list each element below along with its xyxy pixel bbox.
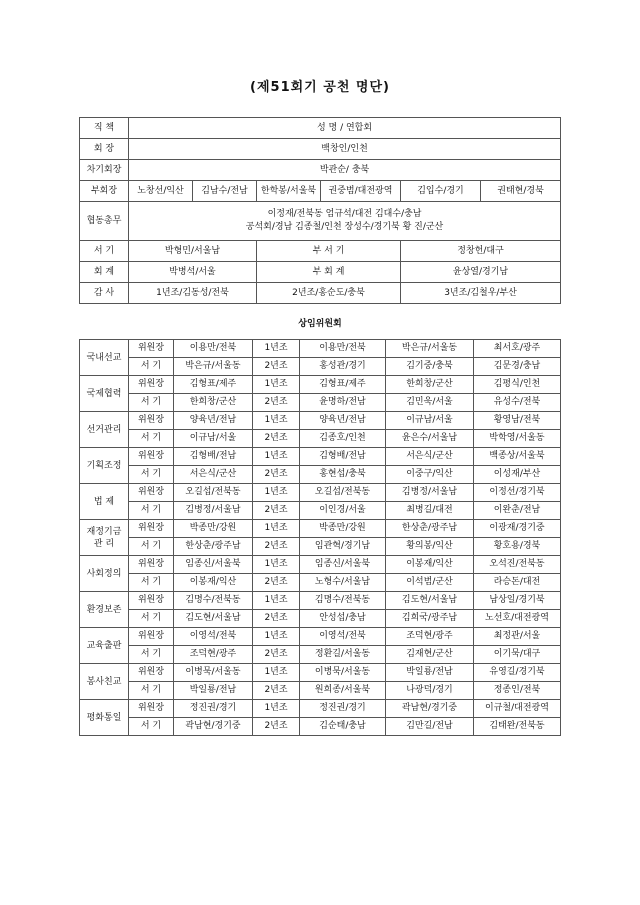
committee-member: 이성재/부산 — [474, 466, 561, 484]
vice-president-name: 김남수/전남 — [193, 181, 257, 202]
officers-header-row — [80, 118, 561, 139]
committee-member: 윤은수/서울남 — [386, 430, 474, 448]
committee-member: 김만길/전남 — [386, 718, 474, 736]
next-president-value: 박관순/ 충북 — [129, 160, 561, 181]
committee-person: 김도현/서울남 — [174, 610, 253, 628]
committee-member: 이봉재/익산 — [386, 556, 474, 574]
auditor-value: 1년조/김동성/전북 — [129, 283, 257, 304]
committee-term: 1년조 — [253, 376, 300, 394]
committee-member: 김재현/군산 — [386, 646, 474, 664]
committee-member: 김형표/제주 — [300, 376, 386, 394]
committee-member: 김민욱/서울 — [386, 394, 474, 412]
committee-member: 노선호/대전광역 — [474, 610, 561, 628]
committee-term: 1년조 — [253, 628, 300, 646]
committee-member: 원희종/서울북 — [300, 682, 386, 700]
auditor-row — [80, 283, 561, 304]
committee-role: 서 기 — [129, 430, 174, 448]
secretary-row — [80, 241, 561, 262]
committee-row — [80, 592, 561, 610]
committee-row — [80, 412, 561, 430]
committee-member: 황호용/경북 — [474, 538, 561, 556]
committee-role: 서 기 — [129, 610, 174, 628]
officers-table — [79, 117, 561, 304]
committee-name: 사회정의 — [80, 556, 129, 592]
committee-member: 박종만/강원 — [300, 520, 386, 538]
committee-member: 이석범/군산 — [386, 574, 474, 592]
secretary-label: 서 기 — [80, 241, 129, 262]
committee-person: 한상춘/광주남 — [174, 538, 253, 556]
committee-person: 이봉재/익산 — [174, 574, 253, 592]
vice-treasurer-value: 윤상열/경기남 — [401, 262, 561, 283]
committee-role: 서 기 — [129, 682, 174, 700]
committee-member: 김평식/인천 — [474, 376, 561, 394]
committee-role: 위원장 — [129, 592, 174, 610]
committee-row — [80, 376, 561, 394]
committee-role: 서 기 — [129, 394, 174, 412]
committee-row — [80, 502, 561, 520]
committee-member: 조덕현/광주 — [386, 628, 474, 646]
committee-person: 임종신/서울북 — [174, 556, 253, 574]
committee-name: 환경보존 — [80, 592, 129, 628]
committee-member: 김병정/서울남 — [386, 484, 474, 502]
committee-row — [80, 520, 561, 538]
committee-role: 위원장 — [129, 664, 174, 682]
committee-member: 남상일/경기북 — [474, 592, 561, 610]
committee-person: 정진권/경기 — [174, 700, 253, 718]
committee-row — [80, 682, 561, 700]
treasurer-row — [80, 262, 561, 283]
committee-row — [80, 556, 561, 574]
committee-person: 양육년/전남 — [174, 412, 253, 430]
committee-person: 박일룡/전남 — [174, 682, 253, 700]
committee-role: 서 기 — [129, 466, 174, 484]
committee-member: 김종호/인천 — [300, 430, 386, 448]
page-title: (제51회기 공천 명단) — [250, 80, 390, 95]
committee-member: 이완춘/전남 — [474, 502, 561, 520]
next-president-row — [80, 160, 561, 181]
committee-role: 서 기 — [129, 646, 174, 664]
committee-row — [80, 394, 561, 412]
committee-term: 2년조 — [253, 466, 300, 484]
committee-role: 서 기 — [129, 502, 174, 520]
committee-person: 조덕현/광주 — [174, 646, 253, 664]
committee-member: 이중구/익산 — [386, 466, 474, 484]
committee-member: 윤명하/전남 — [300, 394, 386, 412]
committee-name: 기획조정 — [80, 448, 129, 484]
committee-row — [80, 610, 561, 628]
committee-row — [80, 664, 561, 682]
committee-member: 한희창/군산 — [386, 376, 474, 394]
vice-secretary-value: 정창헌/대구 — [401, 241, 561, 262]
committee-member: 황영남/전북 — [474, 412, 561, 430]
committee-name: 국내선교 — [80, 340, 129, 376]
committee-role: 위원장 — [129, 628, 174, 646]
committee-term: 2년조 — [253, 574, 300, 592]
committee-row — [80, 646, 561, 664]
committee-term: 1년조 — [253, 412, 300, 430]
committee-term: 1년조 — [253, 484, 300, 502]
officers-header-label: 직 책 — [80, 118, 129, 139]
committee-role: 서 기 — [129, 358, 174, 376]
committee-member: 홍성관/경기 — [300, 358, 386, 376]
auditor-label: 감 사 — [80, 283, 129, 304]
committee-member: 오길섭/전북동 — [300, 484, 386, 502]
vice-president-row — [80, 181, 561, 202]
president-value: 백창인/인천 — [129, 139, 561, 160]
committee-row — [80, 358, 561, 376]
committee-person: 김명수/전북동 — [174, 592, 253, 610]
cooperation-line: 공석회/경남 김종철/인천 장성수/경기북 황 진/군산 — [245, 222, 444, 232]
committee-body — [80, 340, 561, 736]
committee-person: 곽남현/경기중 — [174, 718, 253, 736]
committee-member: 김문경/충남 — [474, 358, 561, 376]
committee-row — [80, 718, 561, 736]
committee-title: 상임위원회 — [298, 319, 342, 329]
committee-member: 이광재/경기중 — [474, 520, 561, 538]
committee-term: 1년조 — [253, 340, 300, 358]
committee-name: 재정기금 관 리 — [80, 520, 129, 556]
cooperation-names — [129, 202, 561, 241]
committee-term: 1년조 — [253, 700, 300, 718]
cooperation-label: 협동총무 — [80, 202, 129, 241]
committee-member: 곽남현/경기중 — [386, 700, 474, 718]
committee-member: 임관혁/경기남 — [300, 538, 386, 556]
committee-name: 교육출판 — [80, 628, 129, 664]
committee-member: 임종신/서울북 — [300, 556, 386, 574]
committee-row — [80, 430, 561, 448]
committee-term: 1년조 — [253, 520, 300, 538]
vice-treasurer-label: 부 회 계 — [257, 262, 401, 283]
committee-member: 이용만/전북 — [300, 340, 386, 358]
committee-role: 위원장 — [129, 340, 174, 358]
vice-president-name: 김입수/경기 — [401, 181, 481, 202]
treasurer-label: 회 계 — [80, 262, 129, 283]
committee-role: 위원장 — [129, 520, 174, 538]
committee-term: 2년조 — [253, 646, 300, 664]
vice-president-name: 한학봉/서울북 — [257, 181, 321, 202]
committee-row — [80, 628, 561, 646]
vice-secretary-label: 부 서 기 — [257, 241, 401, 262]
committee-member: 홍현섭/충북 — [300, 466, 386, 484]
committee-member: 이병묵/서울동 — [300, 664, 386, 682]
committee-member: 양육년/전남 — [300, 412, 386, 430]
committee-row — [80, 340, 561, 358]
president-row — [80, 139, 561, 160]
committee-role: 위원장 — [129, 556, 174, 574]
committee-member: 최병길/대전 — [386, 502, 474, 520]
committees-table — [79, 339, 561, 736]
committee-person: 김형배/전남 — [174, 448, 253, 466]
next-president-label: 차기회장 — [80, 160, 129, 181]
committee-row — [80, 484, 561, 502]
committee-member: 정환길/서울동 — [300, 646, 386, 664]
committee-member: 이영석/전북 — [300, 628, 386, 646]
committee-member: 노형수/서울남 — [300, 574, 386, 592]
committee-member: 김기중/충북 — [386, 358, 474, 376]
committee-member: 박은규/서울동 — [386, 340, 474, 358]
committee-member: 김태완/전북동 — [474, 718, 561, 736]
officers-header-value: 성 명 / 연합회 — [129, 118, 561, 139]
committee-person: 박은규/서울동 — [174, 358, 253, 376]
president-label: 회 장 — [80, 139, 129, 160]
committee-name: 법 제 — [80, 484, 129, 520]
committee-role: 위원장 — [129, 700, 174, 718]
committee-name: 선거관리 — [80, 412, 129, 448]
vice-president-name: 노창선/익산 — [129, 181, 193, 202]
committee-row — [80, 466, 561, 484]
committee-member: 안성섭/충남 — [300, 610, 386, 628]
committee-member: 이규철/대전광역 — [474, 700, 561, 718]
committee-member: 이기묵/대구 — [474, 646, 561, 664]
committee-term: 2년조 — [253, 358, 300, 376]
committee-role: 위원장 — [129, 376, 174, 394]
treasurer-value: 박병석/서울 — [129, 262, 257, 283]
committee-role: 위원장 — [129, 448, 174, 466]
committee-person: 이규남/서울 — [174, 430, 253, 448]
committee-term: 1년조 — [253, 448, 300, 466]
committee-person: 한희창/군산 — [174, 394, 253, 412]
committee-person: 박종만/강원 — [174, 520, 253, 538]
committee-member: 최정관/서울 — [474, 628, 561, 646]
committee-person: 김형표/제주 — [174, 376, 253, 394]
committee-person: 이병묵/서울동 — [174, 664, 253, 682]
committee-term: 2년조 — [253, 682, 300, 700]
secretary-value: 박형민/서울남 — [129, 241, 257, 262]
committee-name: 국제협력 — [80, 376, 129, 412]
committee-name: 봉사친교 — [80, 664, 129, 700]
vice-president-name: 권태현/경북 — [481, 181, 561, 202]
vice-president-name: 권중범/대전광역 — [321, 181, 401, 202]
committee-term: 2년조 — [253, 502, 300, 520]
committee-member: 김형배/전남 — [300, 448, 386, 466]
committee-person: 이영석/전북 — [174, 628, 253, 646]
vice-president-label: 부회장 — [80, 181, 129, 202]
committee-term: 1년조 — [253, 664, 300, 682]
committee-member: 정종인/전북 — [474, 682, 561, 700]
committee-member: 박학영/서울동 — [474, 430, 561, 448]
committee-member: 라승돈/대전 — [474, 574, 561, 592]
committee-term: 2년조 — [253, 610, 300, 628]
auditor-value: 2년조/홍순도/충북 — [257, 283, 401, 304]
committee-member: 오석진/전북동 — [474, 556, 561, 574]
committee-role: 서 기 — [129, 718, 174, 736]
committee-member: 나광덕/경기 — [386, 682, 474, 700]
committee-member: 최서호/광주 — [474, 340, 561, 358]
committee-row — [80, 448, 561, 466]
committee-member: 김순태/충남 — [300, 718, 386, 736]
committee-member: 김명수/전북동 — [300, 592, 386, 610]
committee-role: 서 기 — [129, 538, 174, 556]
committee-member: 유성수/전북 — [474, 394, 561, 412]
committee-row — [80, 574, 561, 592]
committee-role: 서 기 — [129, 574, 174, 592]
committee-person: 서은식/군산 — [174, 466, 253, 484]
committee-member: 한상춘/광주남 — [386, 520, 474, 538]
committee-term: 2년조 — [253, 718, 300, 736]
committee-term: 2년조 — [253, 394, 300, 412]
committee-member: 김도현/서울남 — [386, 592, 474, 610]
committee-row — [80, 700, 561, 718]
committee-member: 이규남/서울 — [386, 412, 474, 430]
cooperation-line: 이정재/전북동 엄규석/대전 김대수/충남 — [267, 209, 422, 219]
committee-member: 황의봉/익산 — [386, 538, 474, 556]
committee-role: 위원장 — [129, 412, 174, 430]
committee-member: 백종상/서울북 — [474, 448, 561, 466]
committee-term: 2년조 — [253, 430, 300, 448]
committee-member: 이정선/경기북 — [474, 484, 561, 502]
auditor-value: 3년조/김철우/부산 — [401, 283, 561, 304]
committee-member: 이인경/서울 — [300, 502, 386, 520]
committee-member: 서은식/군산 — [386, 448, 474, 466]
committee-person: 김병정/서울남 — [174, 502, 253, 520]
committee-term: 1년조 — [253, 592, 300, 610]
committee-person: 오길섭/전북동 — [174, 484, 253, 502]
committee-member: 박일룡/전남 — [386, 664, 474, 682]
committee-term: 1년조 — [253, 556, 300, 574]
committee-person: 이용만/전북 — [174, 340, 253, 358]
committee-row — [80, 538, 561, 556]
committee-name: 평화통일 — [80, 700, 129, 736]
committee-term: 2년조 — [253, 538, 300, 556]
committee-member: 김희국/광주남 — [386, 610, 474, 628]
committee-role: 위원장 — [129, 484, 174, 502]
cooperation-row — [80, 202, 561, 241]
committee-member: 유영길/경기북 — [474, 664, 561, 682]
committee-member: 정진권/경기 — [300, 700, 386, 718]
